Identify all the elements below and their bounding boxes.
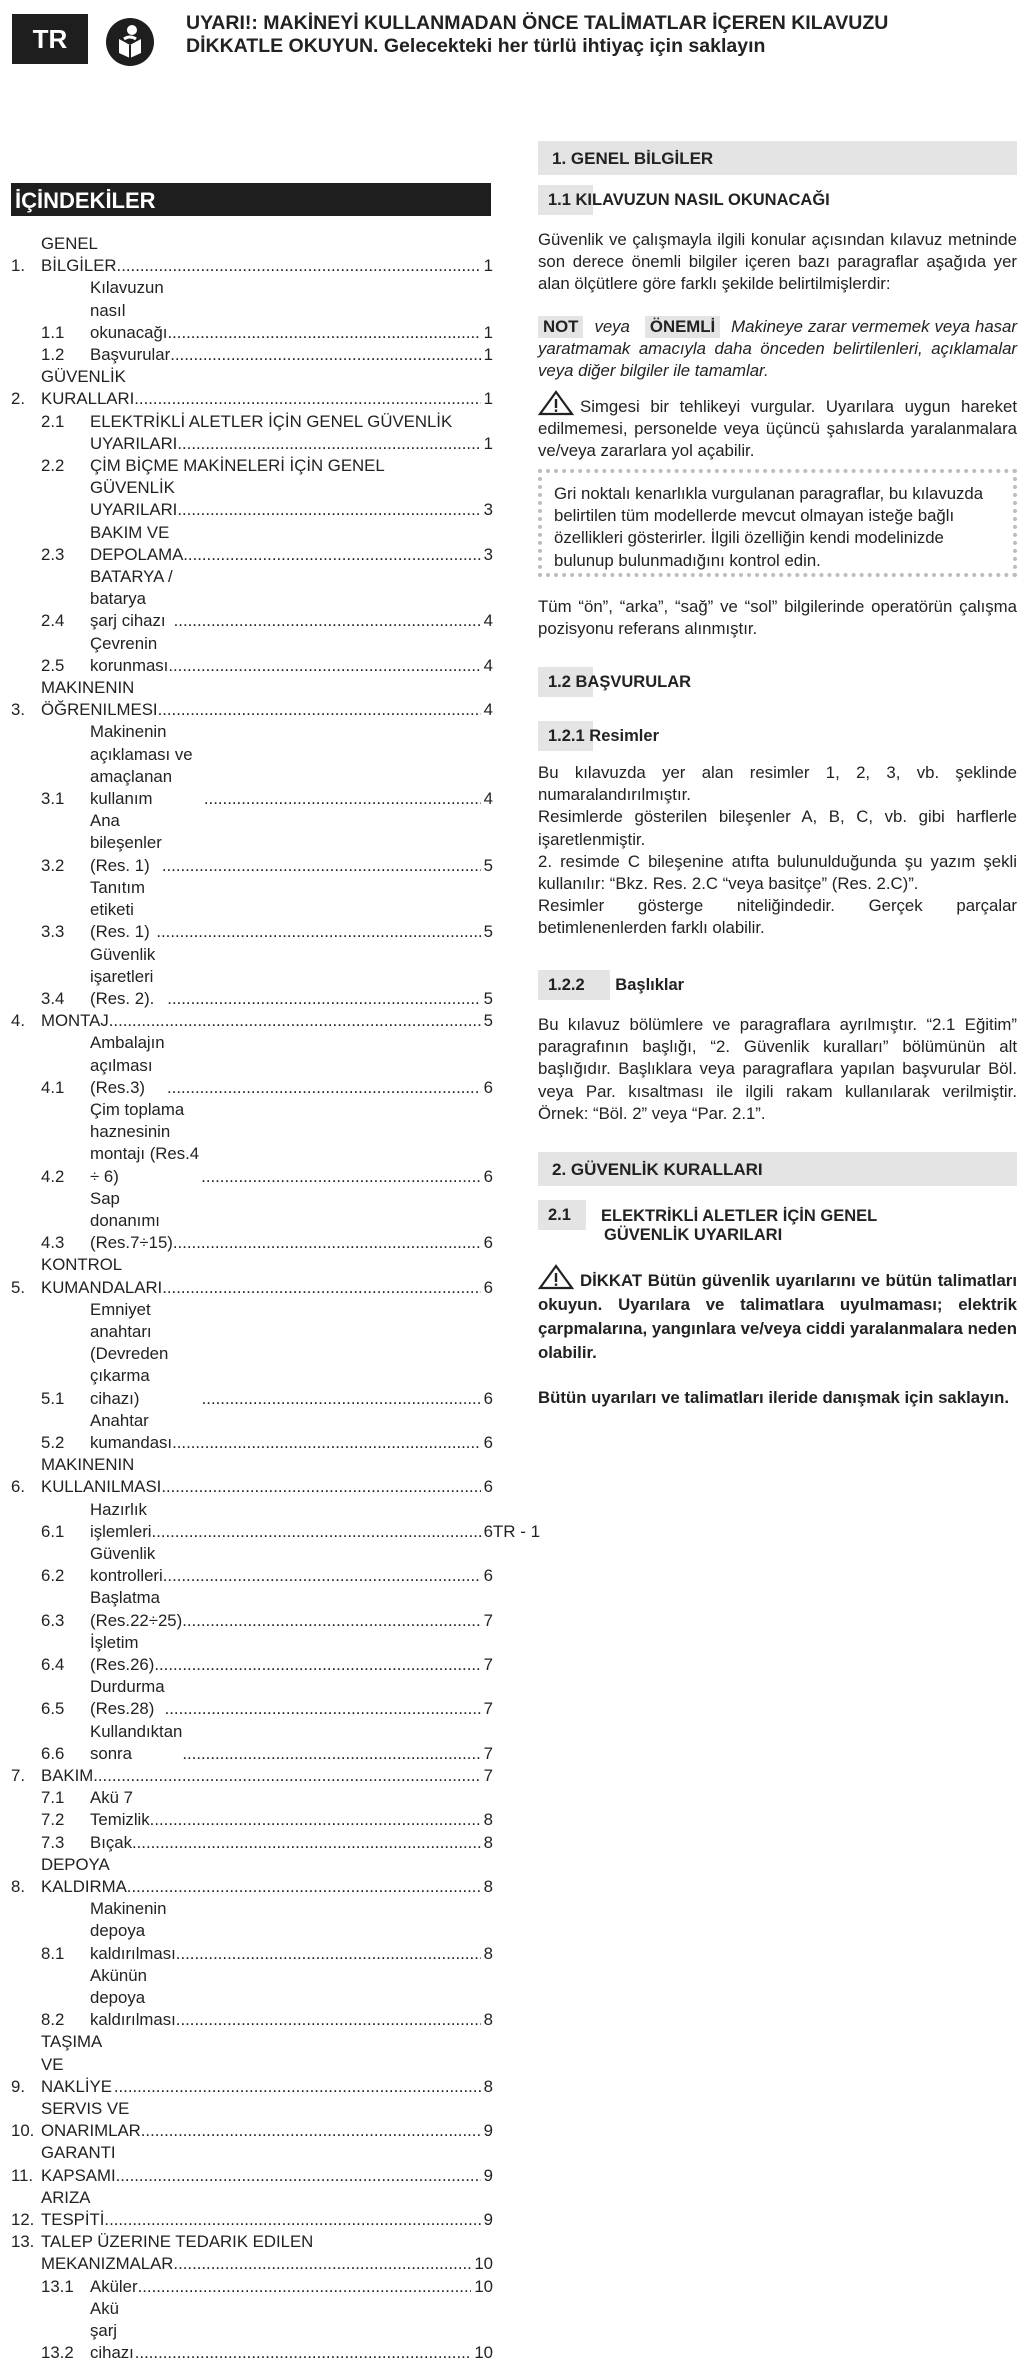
toc-item-number: 2.4 — [41, 611, 65, 631]
section-1-2-2-heading — [538, 970, 685, 1000]
toc-leader-dots — [173, 1232, 481, 1254]
toc-leader-dots — [176, 1943, 481, 1965]
toc-leader-dots — [167, 1077, 481, 1099]
toc-item-title: Akü 7 — [90, 1788, 133, 1808]
toc-item-page: 8 — [483, 1877, 493, 1897]
toc-leader-dots — [104, 2209, 480, 2231]
toc-item[interactable] — [11, 2276, 493, 2298]
toc-item-page: 4 — [483, 655, 493, 675]
toc-item-page: 6 — [483, 1566, 493, 1586]
toc-item-page: 6 — [483, 1388, 493, 1408]
toc-leader-dots — [134, 388, 480, 410]
toc-item-number: 3. — [11, 700, 25, 720]
toc-leader-dots — [156, 921, 480, 943]
toc-item-title: İşletim (Res.26) — [90, 1632, 155, 1674]
toc-item-title: Ana bileşenler (Res. 1) — [90, 811, 162, 875]
section-1-1-heading: 1.1 KILAVUZUN NASIL OKUNACAĞI — [538, 185, 593, 215]
toc-item-title: Kullandıktan sonra — [90, 1721, 183, 1763]
toc-leader-dots — [204, 788, 481, 810]
toc-item[interactable] — [11, 2142, 493, 2186]
section-2-1-heading — [538, 1200, 586, 1230]
toc-item-title: Makinenin depoya kaldırılması — [90, 1899, 176, 1963]
toc-item-title-cont: UYARILARI — [90, 433, 178, 453]
toc-leader-dots — [183, 544, 480, 566]
figures-p3: 2. resimde C bileşenine atıfta bulunulduğunda şu yazım şekli kullanılır: “Bkz. Res. 2.C “veya basitçe” (Res. 2.C)”. — [538, 851, 1017, 894]
toc-item[interactable] — [11, 277, 493, 344]
onemli-tag: ÖNEMLİ — [645, 316, 720, 338]
toc-leader-dots — [167, 988, 480, 1010]
toc-item[interactable] — [11, 1099, 493, 1188]
toc-item-number: 9. — [11, 2076, 25, 2096]
toc-item-number: 4. — [11, 1011, 25, 1031]
figures-p2: Resimlerde gösterilen bileşenler A, B, C, vb. gibi harflerle işaretlenmiştir. — [538, 807, 1017, 849]
toc-item-title: Anahtar kumandası — [90, 1410, 173, 1452]
toc-item-page: 9 — [483, 2210, 493, 2230]
toc-item-title: DEPOYA KALDIRMA — [41, 1854, 127, 1897]
toc-leader-dots — [172, 1432, 481, 1454]
toc-item-title: Durdurma (Res.28) — [90, 1677, 165, 1719]
figures-p4: Resimler gösterge niteliğindedir. Gerçek parçalar betimlenenlerden farklı olabilir. — [538, 896, 1017, 938]
toc-item-number: 11. — [11, 2165, 34, 2185]
toc-item-number: 2. — [11, 389, 25, 409]
section-1-heading: 1. GENEL BİLGİLER — [538, 141, 1017, 175]
toc-item[interactable] — [11, 877, 493, 944]
section-1-2-2-number: 1.2.2 — [548, 976, 585, 994]
toc-item-number: 5. — [11, 1277, 25, 1297]
toc-leader-dots — [109, 1010, 481, 1032]
toc-item-number: 13.1 — [41, 2276, 74, 2296]
toc-item[interactable] — [11, 1299, 493, 1410]
toc-item-title: KONTROL KUMANDALARI — [41, 1255, 163, 1297]
toc-item-title: Temizlik — [90, 1810, 150, 1830]
toc-item[interactable] — [11, 721, 493, 810]
toc-item-page: 8 — [483, 2010, 493, 2030]
toc-leader-dots — [141, 2120, 481, 2142]
toc-item[interactable] — [11, 1632, 493, 1676]
headings-paragraph: Bu kılavuz bölümlere ve paragraflara ayrılmıştır. “2.1 Eğitim” paragrafının başlığı, “2. Güvenlik kuralları” bölümünün alt başlığıdır. Başlıklara veya paragraflara yapılan başvurular Böl. veya Par. kısaltması ile ilgili rakam kullanılarak verilmiştir. Örnek: “Böl. 2” veya “Par. 2.1”. — [538, 1015, 1017, 1123]
toc-item-number: 3.1 — [41, 789, 65, 809]
toc-leader-dots — [202, 1388, 481, 1410]
toc-item-number: 1.1 — [41, 322, 65, 342]
section-1-2-heading: 1.2 BAŞVURULAR — [538, 667, 593, 697]
toc-item-number: 2.5 — [41, 655, 65, 675]
toc-leader-dots — [161, 1476, 480, 1498]
toc-item-page: 8 — [483, 1832, 493, 1852]
language-badge: TR — [12, 14, 88, 64]
toc-item-page: 3 — [483, 544, 493, 564]
toc-item-page: 7 — [483, 1655, 493, 1674]
section-1-2-2-title: Başlıklar — [615, 976, 685, 994]
toc-leader-dots — [168, 655, 480, 677]
toc-item-page: 1 — [483, 345, 493, 365]
toc-item-number: 6.2 — [41, 1566, 65, 1586]
toc-leader-dots — [162, 855, 481, 877]
toc-leader-dots — [163, 1565, 481, 1587]
toc-item-page: 1 — [483, 322, 493, 342]
toc-item-title: SERVIS VE ONARIMLAR — [41, 2099, 141, 2141]
toc-item-title: TALEP ÜZERINE TEDARIK EDILEN — [41, 2232, 314, 2252]
toc-item-title: Kılavuzun nasıl okunacağı — [90, 278, 168, 342]
toc-item-number: 6.1 — [41, 1521, 65, 1541]
toc-item[interactable] — [11, 1854, 493, 1898]
toc-leader-dots — [135, 2342, 472, 2364]
toc-item[interactable] — [11, 455, 493, 477]
toc-item[interactable] — [11, 1543, 493, 1587]
toc-leader-dots — [114, 2076, 481, 2098]
toc-leader-dots — [132, 1832, 481, 1854]
toc-item[interactable] — [11, 1832, 493, 1854]
toc-item-page: 6 — [483, 1077, 493, 1097]
toc-item-title: GENEL BİLGİLER — [41, 234, 117, 276]
toc-item-number: 4.2 — [41, 1166, 65, 1186]
toc-item[interactable] — [11, 566, 493, 633]
toc-item-number: 6.4 — [41, 1655, 65, 1674]
toc-item-number: 3.3 — [41, 922, 65, 942]
toc-item-page: 10 — [474, 2343, 493, 2363]
toc-item-number: 6.3 — [41, 1610, 65, 1630]
toc-item-number: 5.2 — [41, 1432, 65, 1452]
note-text: Makineye zarar vermemek veya hasar yaratmamak amacıyla daha önceden belirtilenleri, açıklamalar veya diğer bilgiler ile tamamlar. — [538, 317, 1017, 381]
toc-item-title: GÜVENLİK KURALLARI — [41, 367, 135, 409]
toc-item-number: 8.1 — [41, 1943, 65, 1963]
toc-item-page: 6 — [483, 1166, 493, 1186]
optional-features-box: Gri noktalı kenarlıkla vurgulanan paragraflar, bu kılavuzda belirtilen tüm modellerde mevcut olmayan isteğe bağlı özellikleri gösterirler. İlgili özelliğin kendi modelinizde bulunup bulunmadığını kontrol edin. — [538, 469, 1017, 577]
toc-item-page: 7 — [483, 1610, 493, 1630]
read-manual-icon — [105, 17, 155, 67]
toc-item-title: Akü şarj cihazı — [90, 2298, 134, 2363]
toc-item-title: Başvurular — [90, 345, 171, 365]
toc-item[interactable] — [11, 1410, 493, 1454]
toc-item-page: 7 — [483, 1699, 493, 1719]
toc-item-title-cont: MEKANIZMALAR — [41, 2254, 174, 2274]
toc-item-page: 5 — [483, 1011, 493, 1031]
toc-item-title: Sap donanımı (Res.7÷15) — [90, 1188, 173, 1253]
toc-leader-dots — [154, 1654, 480, 1676]
toc-leader-dots — [177, 499, 480, 521]
toc-item-page: 4 — [483, 789, 493, 809]
toc-item-page: 6 — [483, 1477, 493, 1497]
toc-item[interactable] — [11, 677, 493, 721]
toc-leader-dots — [165, 1698, 481, 1720]
toc-item-number: 2.3 — [41, 544, 65, 564]
toc-item-page: 1 — [483, 256, 493, 276]
toc-item[interactable] — [11, 1587, 493, 1631]
toc-item-page: 8 — [483, 1943, 493, 1963]
toc-leader-dots — [138, 2276, 472, 2298]
note-paragraph — [538, 316, 1017, 383]
toc-item[interactable] — [11, 944, 493, 1011]
toc-item-number: 7.1 — [41, 1788, 65, 1808]
toc-item-page: 5 — [483, 988, 493, 1008]
toc-item[interactable] — [11, 233, 493, 277]
toc-item[interactable] — [11, 1188, 493, 1255]
toc-leader-dots — [116, 2165, 481, 2187]
toc-item-page: 8 — [483, 1810, 493, 1830]
toc-item-number: 8.2 — [41, 2010, 65, 2030]
toc-item-page: 9 — [483, 2165, 493, 2185]
hazard-paragraph — [538, 390, 1017, 463]
toc-leader-dots — [182, 1743, 480, 1765]
toc-item-title: ELEKTRİKLİ ALETLER İÇİN GENEL GÜVENLİK — [90, 411, 453, 431]
page-number: TR - 1 — [492, 1522, 541, 1541]
toc-item[interactable] — [11, 1809, 493, 1831]
toc-item-title: BATARYA / batarya şarj cihazı — [90, 567, 173, 631]
toc-item-title: Başlatma (Res.22÷25) — [90, 1588, 183, 1630]
toc-item-page: 6 — [483, 1521, 493, 1541]
toc-item-title: Tanıtım etiketi (Res. 1) — [90, 877, 150, 942]
toc-item-page: 1 — [483, 433, 493, 453]
toc-item-number: 3.4 — [41, 988, 65, 1008]
keep-instructions-paragraph: Bütün uyarıları ve talimatları ileride danışmak için saklayın. — [538, 1388, 1009, 1407]
toc-leader-dots — [93, 1765, 480, 1787]
toc-item-title: MONTAJ — [41, 1011, 109, 1031]
toc-item[interactable] — [11, 2031, 493, 2098]
toc-leader-dots — [167, 322, 480, 344]
toc-item-number: 7. — [11, 1766, 25, 1786]
toc-item-number: 4.1 — [41, 1077, 65, 1097]
figures-paragraph — [538, 762, 1017, 940]
toc-leader-dots — [176, 2009, 481, 2031]
section-2-1-title-line2: GÜVENLİK UYARILARI — [604, 1226, 783, 1244]
toc-item-title: Güvenlik işaretleri (Res. 2). — [90, 944, 156, 1008]
toc-item-title: Makinenin açıklaması ve amaçlanan kullanım — [90, 722, 193, 809]
toc-item[interactable] — [11, 2231, 493, 2253]
toc-item[interactable] — [11, 2298, 493, 2365]
toc-leader-dots — [174, 610, 481, 632]
veya-text: veya — [594, 317, 630, 336]
not-tag: NOT — [538, 316, 583, 338]
toc-item-title: Hazırlık işlemleri — [90, 1499, 152, 1541]
toc-item-number: 1.2 — [41, 345, 65, 365]
toc-item-page: 6 — [483, 1277, 493, 1297]
toc-item-title: Çim toplama haznesinin montajı (Res.4 ÷ 6) — [90, 1099, 200, 1186]
toc-item-page: 8 — [483, 2076, 493, 2096]
toc-item[interactable] — [11, 1898, 493, 1965]
toc-item-title-cont: GÜVENLİK UYARILARI — [90, 478, 178, 520]
section-2-1-title — [601, 1207, 877, 1245]
toc-leader-dots — [182, 1610, 480, 1632]
toc-item[interactable] — [11, 1010, 493, 1032]
toc-item-page: 7 — [483, 1743, 493, 1763]
toc-leader-dots — [170, 344, 480, 366]
toc-item-number: 1. — [11, 256, 25, 276]
toc-item-page: 9 — [483, 2121, 493, 2141]
toc-item-page: 10 — [474, 2254, 493, 2274]
toc-item-page: 5 — [483, 855, 493, 875]
orientation-paragraph: Tüm “ön”, “arka”, “sağ” ve “sol” bilgilerinde operatörün çalışma pozisyonu referans alınmıştır. — [538, 597, 1017, 639]
toc-item-title: ARIZA TESPİTİ — [41, 2187, 105, 2230]
toc-item-number: 7.3 — [41, 1832, 65, 1852]
toc-item-number: 13.2 — [41, 2343, 74, 2363]
toc-item-continuation[interactable] — [11, 477, 493, 521]
toc-item-page: 1 — [483, 389, 493, 409]
toc-item-page: 6 — [483, 1233, 493, 1253]
intro-paragraph: Güvenlik ve çalışmayla ilgili konular açısından kılavuz metninde son derece önemli bilgiler içeren bazı paragraflar aşağıda yer alan ölçütlere göre farklı şekilde belirtilmişlerdir: — [538, 230, 1017, 294]
toc-leader-dots — [162, 1277, 480, 1299]
toc-item-title: ÇİM BİÇME MAKİNELERİ İÇİN GENEL — [90, 456, 385, 476]
toc-item-number: 7.2 — [41, 1810, 65, 1830]
hazard-text: Simgesi bir tehlikeyi vurgular. Uyarılara uygun hareket edilmemesi, personelde veya üçüncü şahıslarda yaralanmalara ve/veya zararlara yol açabilir. — [538, 397, 1017, 461]
header-title-line2: DİKKATLE OKUYUN. Gelecekteki her türlü ihtiyaç için saklayın — [186, 35, 766, 57]
toc-item-number: 4.3 — [41, 1233, 65, 1253]
toc-item[interactable] — [11, 1676, 493, 1720]
toc-item-page: 5 — [483, 922, 493, 942]
toc-item[interactable] — [11, 1721, 493, 1765]
toc-item-number: 2.1 — [41, 411, 65, 431]
toc-item-number: 6.5 — [41, 1699, 65, 1719]
toc-item-number: 13. — [11, 2232, 35, 2252]
toc-item[interactable] — [11, 344, 493, 366]
toc-item[interactable] — [11, 2098, 493, 2142]
toc-item-title: MAKINENIN ÖĞRENILMESI — [41, 678, 158, 720]
toc-item[interactable] — [11, 633, 493, 677]
toc-item[interactable] — [11, 1787, 493, 1809]
toc-item-number: 2.2 — [41, 456, 65, 476]
toc-item-page: 7 — [483, 1766, 493, 1786]
toc-item-title: Ambalajın açılması (Res.3) — [90, 1033, 165, 1097]
toc-item-title: Bıçak — [90, 1832, 132, 1852]
toc-item-title: Aküler — [90, 2276, 138, 2296]
warning-triangle-icon — [538, 1264, 574, 1290]
toc-heading: İÇİNDEKİLER — [11, 183, 491, 216]
toc-item[interactable] — [11, 2187, 493, 2231]
toc-item-page: 3 — [483, 500, 493, 520]
toc-item-number: 6.6 — [41, 1743, 65, 1763]
toc-item[interactable] — [11, 366, 493, 410]
warning-triangle-icon — [538, 390, 574, 416]
toc-item-number: 10. — [11, 2121, 35, 2141]
toc-item[interactable] — [11, 522, 493, 566]
toc-item-page: 6 — [483, 1432, 493, 1452]
toc-item-number: 5.1 — [41, 1388, 65, 1408]
toc-item-number: 12. — [11, 2210, 35, 2230]
section-1-2-1-heading: 1.2.1 Resimler — [538, 721, 593, 751]
toc-leader-dots — [177, 433, 480, 455]
toc-item[interactable] — [11, 1965, 493, 2032]
toc-item[interactable] — [11, 1765, 493, 1787]
toc-item-title: BAKIM VE DEPOLAMA — [90, 522, 184, 564]
toc-item-continuation[interactable] — [11, 433, 493, 455]
toc-item-continuation[interactable] — [11, 2253, 493, 2275]
toc-item-title: TAŞIMA VE NAKLİYE — [41, 2032, 112, 2096]
header-warning-title — [186, 12, 1016, 58]
attention-paragraph — [538, 1264, 1017, 1365]
toc-item-title: MAKINENIN KULLANILMASI — [41, 1455, 162, 1497]
toc-item-title: Emniyet anahtarı (Devreden çıkarma cihazı) — [90, 1299, 169, 1408]
section-2-1-number: 2.1 — [548, 1206, 571, 1224]
header-title-line1: UYARI!: MAKİNEYİ KULLANMADAN ÖNCE TALİMATLAR İÇEREN KILAVUZU — [186, 12, 889, 34]
toc-item-title: BAKIM — [41, 1766, 94, 1786]
toc-item-title: GARANTI KAPSAMI — [41, 2143, 116, 2185]
toc-item-title: Akünün depoya kaldırılması — [90, 1965, 176, 2030]
table-of-contents — [11, 233, 493, 2365]
toc-item-page: 10 — [474, 2276, 493, 2296]
toc-item-title: Güvenlik kontrolleri — [90, 1543, 163, 1586]
figures-p1: Bu kılavuzda yer alan resimler 1, 2, 3, vb. şeklinde numaralandırılmıştır. — [538, 763, 1017, 805]
toc-item-title: Çevrenin korunması — [90, 633, 169, 675]
toc-item[interactable] — [11, 1254, 493, 1298]
section-2-1-title-line1: ELEKTRİKLİ ALETLER İÇİN GENEL — [601, 1207, 878, 1225]
toc-item[interactable] — [11, 1454, 493, 1498]
toc-item[interactable] — [11, 1032, 493, 1099]
toc-leader-dots — [158, 699, 481, 721]
toc-item[interactable] — [11, 411, 493, 433]
toc-leader-dots — [117, 255, 481, 277]
toc-item-number: 3.2 — [41, 855, 65, 875]
toc-item-number: 8. — [11, 1877, 25, 1897]
toc-item-page: 4 — [483, 611, 493, 631]
section-2-heading: 2. GÜVENLİK KURALLARI — [538, 1152, 1017, 1186]
toc-item-page: 4 — [483, 700, 493, 720]
toc-leader-dots — [127, 1876, 481, 1898]
toc-leader-dots — [150, 1809, 481, 1831]
toc-item-number: 6. — [11, 1477, 25, 1497]
toc-leader-dots — [173, 2253, 471, 2275]
toc-leader-dots — [201, 1166, 481, 1188]
toc-item[interactable] — [11, 810, 493, 877]
attention-text: DİKKAT Bütün güvenlik uyarılarını ve bütün talimatları okuyun. Uyarılara ve talimatlara uyulmaması; elektrik çarpmalarına, yangınlara ve/veya ciddi yaralanmalara neden olabilir. — [538, 1271, 1017, 1362]
